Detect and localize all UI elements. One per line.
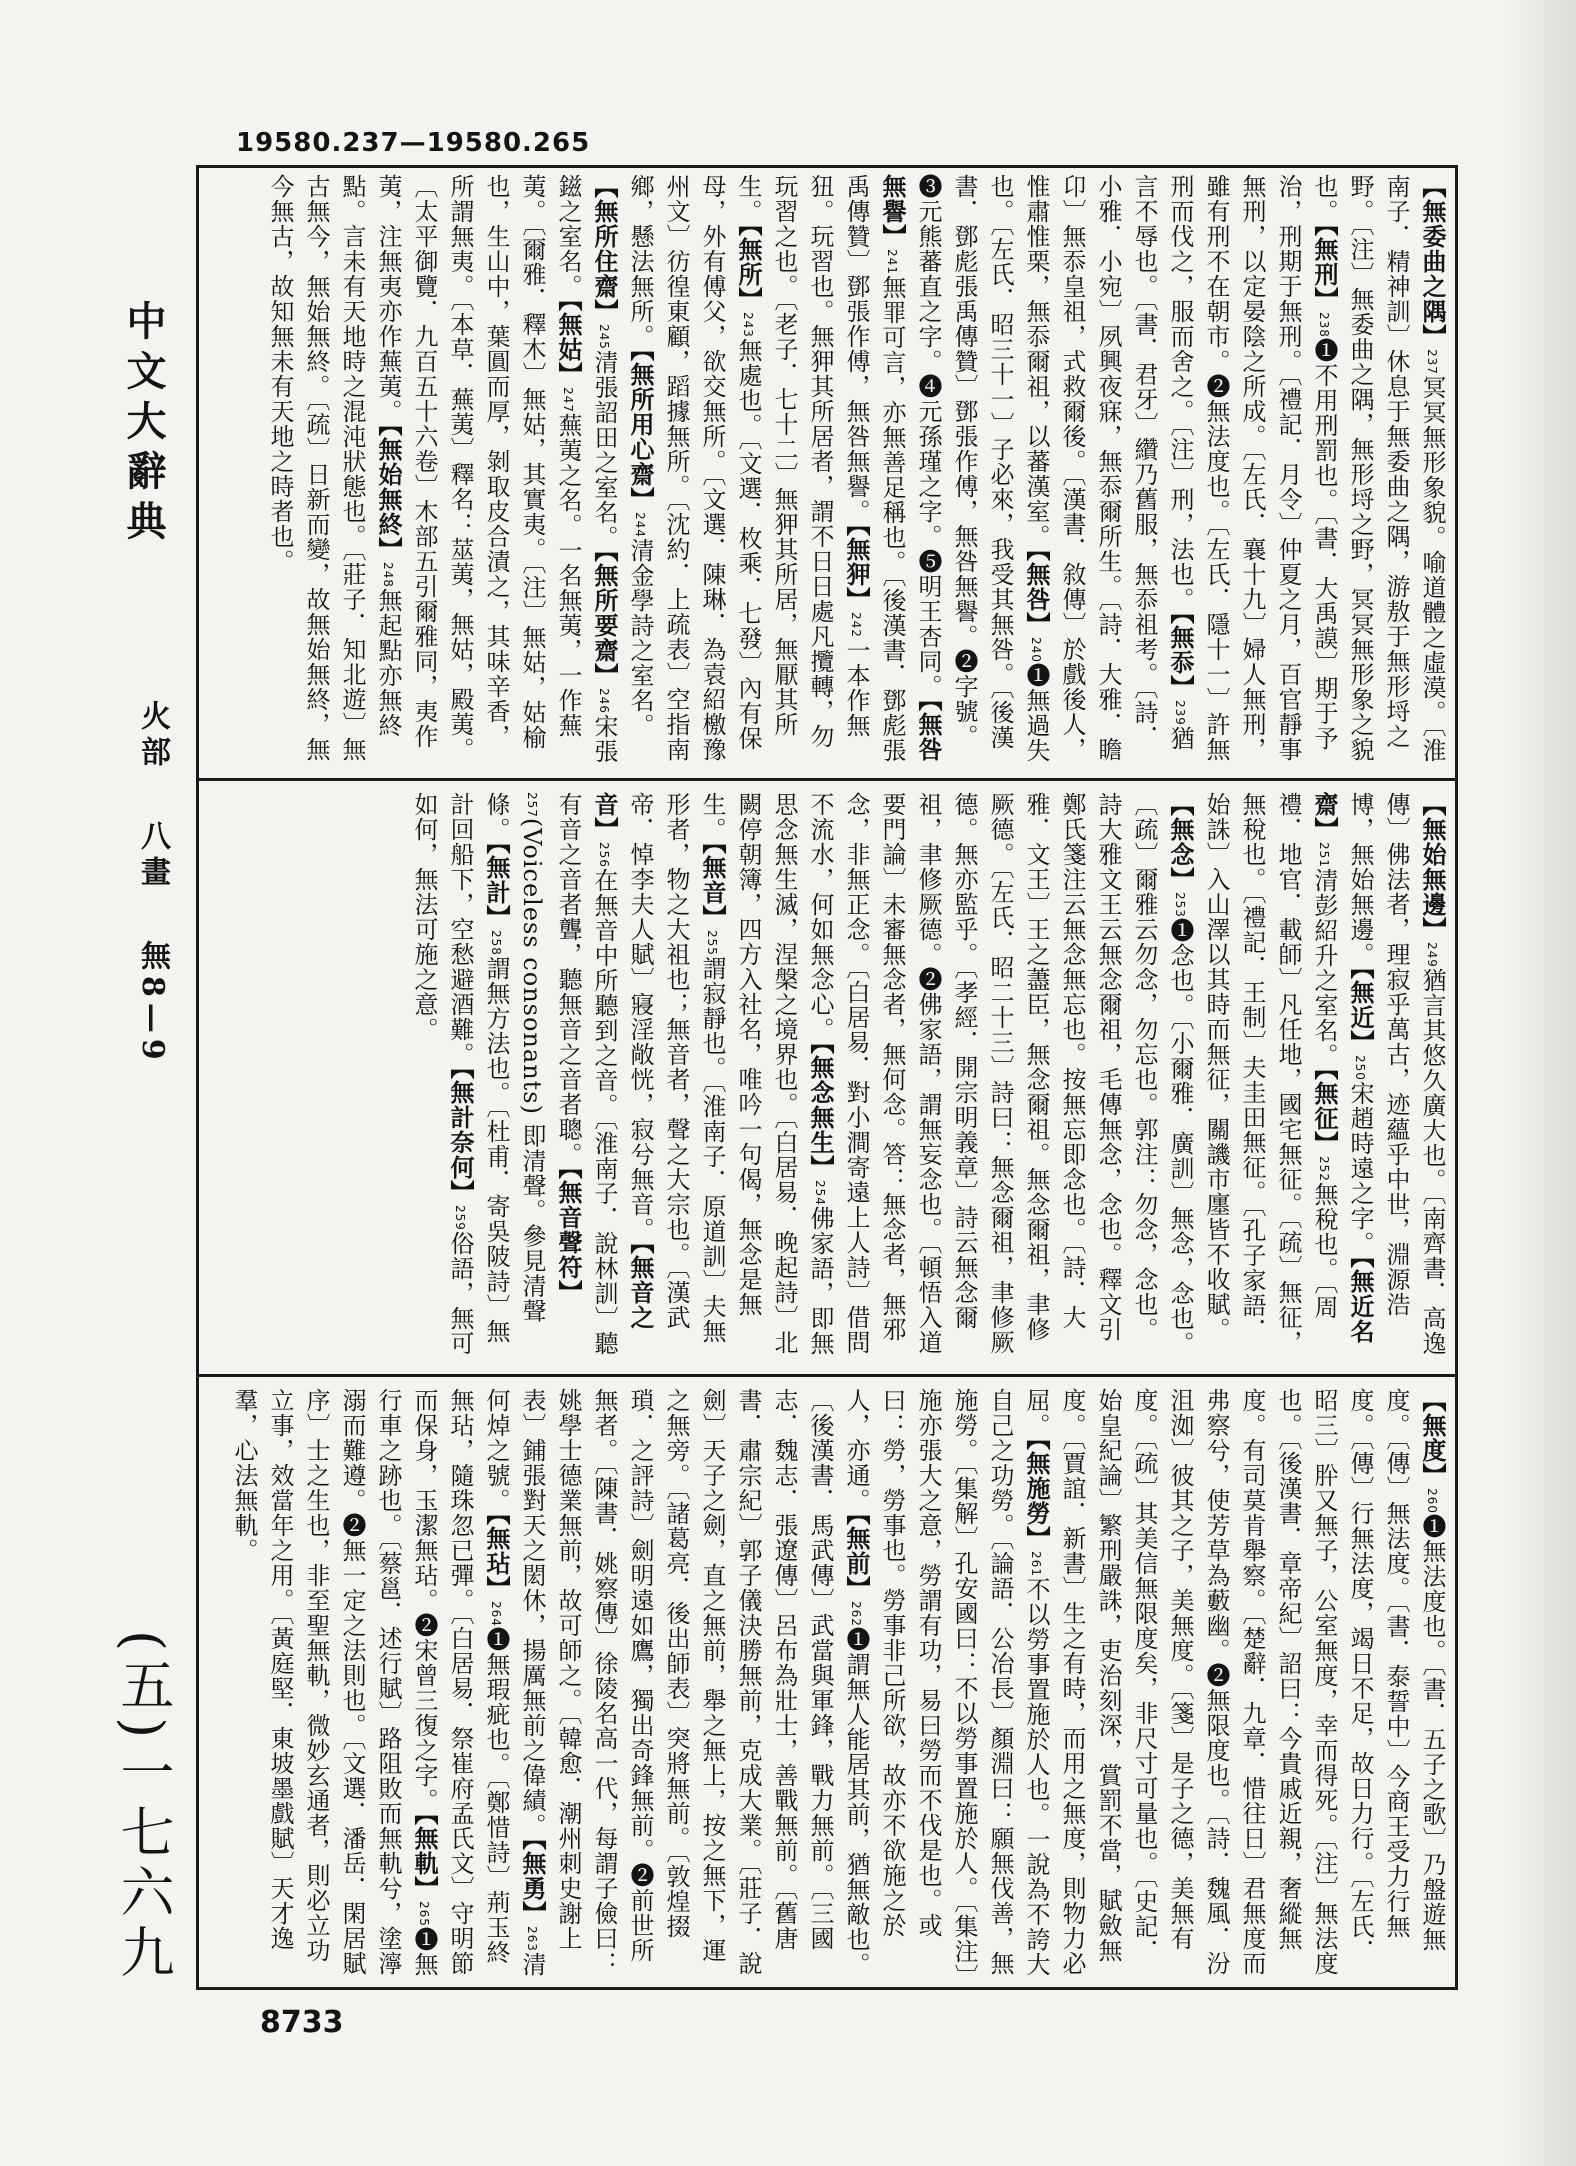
dictionary-entry xyxy=(590,174,618,550)
entry-definition: 宋張鎡之室名。 xyxy=(554,174,618,764)
entry-headword: 【無軌】 xyxy=(410,1813,439,1901)
entry-definition: 無起點亦無終點。言未有天地時之混沌狀態也。〔莊子．知北遊〕無古無今，無始無終。〔疏〕日新而變，故無始無終，無今無古，故知無未有天地之時者也。 xyxy=(266,174,402,762)
entry-number: 243 xyxy=(741,312,755,338)
dictionary-entry xyxy=(518,1388,870,1977)
entry-headword: 【無狎】 xyxy=(842,524,871,612)
entry-definition: 清張詔田之室名。 xyxy=(590,349,618,550)
entry-number: 255 xyxy=(705,930,719,956)
entry-number: 240 xyxy=(1029,637,1043,663)
entry-definition: ❶念也。〔小爾雅．廣訓〕無念，念也。〔疏〕爾雅云勿念，勿忘也。郭注：勿念，念也。詩大雅文王云無念爾祖，毛傳無念，念也。釋文引鄭氏箋注云無念無忘也。按無忘即念也。〔詩．大雅．文王〕王之藎臣，無念爾祖。無念爾祖，聿修厥德。〔左氏．昭二十三〕詩曰：無念爾祖，聿修厥德。無亦監乎。〔孝經．開宗明義章〕詩云無念爾祖，聿修厥德。❷佛家語，謂無妄念也。〔頓悟入道要門論〕未審無念者，無何念。答：無念者，無邪念，非無正念。〔白居易．對小澗寄遠上人詩〕借問不流水，何如無念心。 xyxy=(806,792,1194,1356)
entry-number: 265 xyxy=(417,1901,431,1927)
entry-headword: 【無勇】 xyxy=(518,1838,547,1926)
entry-headword: 【無所用心齋】 xyxy=(626,349,655,512)
entry-number: 256 xyxy=(597,842,611,868)
entry-definition: 俗語，無可如何，無法可施之意。 xyxy=(410,792,474,1356)
dictionary-entry xyxy=(1346,967,1374,1256)
entries-column xyxy=(200,170,1456,770)
entry-definition: 無罪可言，亦無善足稱也。〔後漢書．鄧彪張禹傳贊〕鄧張作傅，無咎無譽。 xyxy=(842,174,906,763)
radical-label: 火部 xyxy=(135,700,170,772)
band-divider xyxy=(196,778,1458,781)
entries-column xyxy=(200,788,1456,1366)
page-number: 8733 xyxy=(260,2005,344,2040)
entry-number: 257 xyxy=(525,792,539,818)
entry-number: 241 xyxy=(885,249,899,275)
entry-number: 261 xyxy=(1029,1551,1043,1577)
dictionary-entry xyxy=(374,174,582,762)
entry-headword: 【無咎無譽】 xyxy=(878,174,943,762)
entry-definition: 謂寂靜也。〔淮南子．原道訓〕夫無形者，物之大祖也；無音者，聲之大宗也。〔漢武帝．悼李夫人賦〕寢淫敞恍，寂兮無音。 xyxy=(626,792,726,1344)
entry-number: 247 xyxy=(561,387,575,413)
entry-headword: 【無念】 xyxy=(1166,792,1195,892)
entry-headword: 【無姑】 xyxy=(554,299,583,387)
text-band-bottom xyxy=(200,1384,1456,1984)
entry-definition: 在無音中所聽到之音。〔淮南子．說林訓〕聽有音之音者聾，聽無音之音者聰。 xyxy=(554,792,618,1356)
entry-definition: 清彭紹升之室名。 xyxy=(1310,867,1338,1068)
entry-number: 259 xyxy=(453,1205,467,1231)
entry-range-header: 19580.237—19580.265 xyxy=(236,128,591,158)
side-page-number: (五)一七六九 xyxy=(112,1630,175,1985)
entry-definition: 不以勞事置施於人也。一說為不誇大自己之功勞。〔論語．公冶長〕顏淵曰：願無伐善，無施勞。〔集解〕孔安國曰：不以勞事置施於人。〔集注〕施亦張大之意，勞謂有功，易曰勞而不伐是也。或曰：勞，勞事也。勞事非己所欲，故亦不欲施之於人，亦通。 xyxy=(842,1388,1050,1977)
entry-definition: ❶無瑕疵也。〔鄭惜詩〕荊玉終無玷，隨珠忽已彈。〔白居易．祭崔府孟氏文〕守明節而保身，玉潔無玷。❷宋曾三復之字。 xyxy=(410,1388,510,1976)
char-label: 無8—9 xyxy=(135,940,170,1066)
entry-definition: 無處也。〔文選．枚乘．七發〕內有保母，外有傅父，欲交無所。〔文選．陳琳．為袁紹檄豫州文〕彷徨東顧，蹈據無所。〔沈約．上疏表〕空指南鄉，懸法無所。 xyxy=(626,174,762,762)
entry-headword: 【無計】 xyxy=(482,842,511,930)
entry-headword: 【無音之音】 xyxy=(590,792,655,1330)
entry-number: 253 xyxy=(1173,892,1187,918)
dictionary-title: 中文大辭典 xyxy=(120,300,167,550)
entry-headword: 【無前】 xyxy=(842,1513,871,1601)
entry-number: 251 xyxy=(1317,842,1331,868)
entry-headword: 【無音聲符】 xyxy=(554,1167,583,1305)
entry-headword: 【無始無邊】 xyxy=(1418,792,1447,942)
entry-headword: 【無所住齋】 xyxy=(590,174,619,324)
entry-definition: 清何焯之號。 xyxy=(482,1388,546,1977)
entry-definition: 謂無方法也。〔杜甫．寄吳陂詩〕無計回船下，空愁避酒難。 xyxy=(446,792,510,1344)
entry-number: 239 xyxy=(1173,700,1187,726)
entry-headword: 【無念無生】 xyxy=(806,1042,835,1180)
entry-definition: 無稅也。〔周禮．地官．載師〕凡任地，國宅無征。〔疏〕無征，無稅也。〔禮記．王制〕夫圭田無征。〔孔子家語．始誅〕入山澤以其時而無征，關譏市廛皆不收賦。 xyxy=(1202,792,1338,1355)
entry-headword: 【無近】 xyxy=(1346,967,1375,1055)
entry-definition: 猶言其悠久廣大也。〔南齊書．高逸傳〕佛法者，理寂乎萬古，迹蘊乎中世，淵源浩博，無始無邊。 xyxy=(1346,792,1446,1356)
dictionary-entry xyxy=(842,1388,1050,1977)
entry-definition: ❶不用刑罰也。〔書．大禹謨〕期于予治，刑期于無刑。〔禮記．月令〕仲夏之月，百官靜事無刑，以定晏陰之所成。〔左氏．襄十九〕婦人無刑，雖有刑不在朝市。❷無法度也。〔左氏．隱十一〕許無刑而伐之，服而舍之。〔注〕刑，法也。 xyxy=(1166,174,1338,762)
entry-number: 246 xyxy=(597,687,611,714)
entry-headword: 【無近名齋】 xyxy=(1310,792,1375,1344)
entry-headword: 【無玷】 xyxy=(482,1513,511,1601)
entry-number: 258 xyxy=(489,930,503,956)
running-head-meta xyxy=(122,700,182,1114)
entry-definition: 一本作無狃。玩習也。無狎其所居者，謂不日日處凡攬轉，勿玩習之也。〔老子．七十二〕無狎其所居，無厭其所生。 xyxy=(734,174,870,749)
dictionary-entry xyxy=(230,1388,438,1977)
entry-headword: 【無計奈何】 xyxy=(446,1067,475,1205)
entry-number: 262 xyxy=(849,1601,863,1627)
entry-headword: 【無所要齋】 xyxy=(590,549,619,688)
entry-definition: 宋趙時遠之字。 xyxy=(1346,1080,1374,1256)
entry-definition: ❶無過失也。〔左氏．昭三十一〕子必來，我受其無咎。〔後漢書．鄧彪張禹傳贊〕鄧張作傅，無咎無譽。❷字號。❸元熊蕃直之字。❹元孫瑾之字。❺明王杏同。 xyxy=(914,174,1050,763)
entry-definition: 清金學詩之室名。 xyxy=(626,537,654,738)
strokes-label: 八畫 xyxy=(135,820,170,892)
dictionary-entry xyxy=(1022,1388,1446,1976)
entry-definition: 猶言不辱也。〔書．君牙〕纘乃舊服，無忝祖考。〔詩．小雅．小宛〕夙興夜寐，無忝爾所生。〔詩．大雅．瞻卬〕無忝皇祖，式救爾後。〔漢書．敘傳〕於戲後人，惟肅惟栗，無忝爾祖，以蕃漢室。 xyxy=(1022,174,1194,762)
entry-headword: 【無征】 xyxy=(1310,1067,1339,1156)
page-shadow xyxy=(1506,0,1576,2166)
entry-number: 245 xyxy=(597,324,611,350)
entry-definition: ❶無行車之跡也。〔蔡邕．述行賦〕路阻敗而無軌兮，塗濘溺而難遵。❷無一定之法則也。〔文選．潘岳．閑居賦序〕士之生也，非至聖無軌，微妙玄通者，則必立功立事，效當年之用。〔黃庭堅．東坡墨戲賦〕天才逸羣，心法無軌。 xyxy=(230,1388,438,1977)
entry-number: 238 xyxy=(1317,312,1331,338)
entry-definition: (Voiceless consonants) 即清聲。參見清聲條。 xyxy=(482,792,546,1324)
entry-number: 249 xyxy=(1425,942,1439,968)
entry-headword: 【無委曲之隅】 xyxy=(1418,174,1447,349)
entry-headword: 【無所】 xyxy=(734,224,763,312)
entry-definition: 冥冥無形象貌。喻道體之虛漠。〔淮南子．精神訓〕休息于無委曲之隅，游敖于無形埒之野。〔注〕無委曲之隅，無形埒之野，冥冥無形象之貌也。 xyxy=(1310,174,1446,763)
entry-headword: 【無施勞】 xyxy=(1022,1438,1051,1551)
entry-number: 248 xyxy=(381,562,395,588)
entry-number: 244 xyxy=(633,512,647,538)
entry-number: 252 xyxy=(1317,1155,1331,1182)
entry-definition: 佛家語，即無思念無生滅，涅槃之境界也。〔白居易．晚起詩〕北闕停朝簿，四方入社名，唯吟一句偈，無念是無生。 xyxy=(698,792,834,1356)
entry-headword: 【無刑】 xyxy=(1310,224,1339,312)
entry-number: 250 xyxy=(1353,1055,1367,1081)
band-divider xyxy=(196,1374,1458,1377)
entry-definition: ❶謂無人能居其前，猶無敵也。〔後漢書．馬武傳〕武當與軍鋒，戰力無前。〔三國志．魏志．張遼傳〕呂布為壯士，善戰無前。〔舊唐書．肅宗紀〕郭子儀決勝無前，克成大業。〔莊子．說劍〕天子之劍，直之無前，舉之無上，按之無下，運之無旁。〔諸葛亮．後出師表〕突將無前。〔敦煌掇瑣．之評詩〕劍明遠如鷹，獨出奇鋒無前。❷前世所無者。〔陳書．姚察傳〕徐陵名高一代，每謂子儉曰：姚學士德業無前，故可師之。〔韓愈．潮州刺史謝上表〕鋪張對天之閎休，揚厲無前之偉績。 xyxy=(518,1388,870,1977)
entry-number: 242 xyxy=(849,612,863,638)
entry-headword: 【無咎】 xyxy=(1022,549,1051,637)
entry-headword: 【無音】 xyxy=(698,842,727,930)
entry-number: 254 xyxy=(813,1180,827,1206)
entry-definition: ❶無法度也。〔書．五子之歌〕乃盤遊無度。〔傳〕無法度。〔書．泰誓中〕今商王受力行無度。〔傳〕行無法度，竭日不足，故日力行。〔左氏．昭三〕肸又無子，公室無度，幸而得死。〔注〕無法度也。〔後漢書．章帝紀〕詔曰：今貴戚近親，奢縱無度。有司莫肯舉察。〔楚辭．九章．惜往日〕君無度而弗察兮，使芳草為藪幽。❷無限度也。〔詩．魏風．汾沮洳〕彼其之子，美無度。〔箋〕是子之德，美無有度。〔疏〕其美信無限度矣，非尺寸可量也。〔史記．始皇紀論〕繁刑嚴誅，吏治刻深，賞罰不當，賦斂無度。〔賈誼．新書〕生之有時，而用之無度，則物力必屈。 xyxy=(1022,1388,1446,1976)
entry-headword: 【無忝】 xyxy=(1166,612,1195,700)
dictionary-entry xyxy=(806,792,1194,1356)
entry-definition: 蕪荑之名。一名無荑，一作蕪荑。〔爾雅．釋木〕無姑，其實夷。〔注〕無姑，姑榆也，生山中，葉圓而厚，剝取皮合漬之，其味辛香，所謂無夷。〔本草．蕪荑〕釋名：莁荑，無姑，殿荑。〔太平御覽．九百五十六卷〕木部五引爾雅同，夷作荑，注無夷亦作蕪荑。 xyxy=(374,174,582,762)
entry-number: 237 xyxy=(1425,349,1439,375)
entry-number: 260 xyxy=(1425,1488,1439,1514)
entries-column xyxy=(200,1384,1456,1984)
dictionary-entry xyxy=(626,349,654,738)
entry-headword: 【無始無終】 xyxy=(374,424,403,562)
entry-number: 264 xyxy=(489,1601,503,1627)
text-band-top xyxy=(200,170,1456,770)
text-band-middle xyxy=(200,788,1456,1366)
entry-headword: 【無度】 xyxy=(1418,1388,1447,1488)
entry-number: 263 xyxy=(525,1926,539,1952)
